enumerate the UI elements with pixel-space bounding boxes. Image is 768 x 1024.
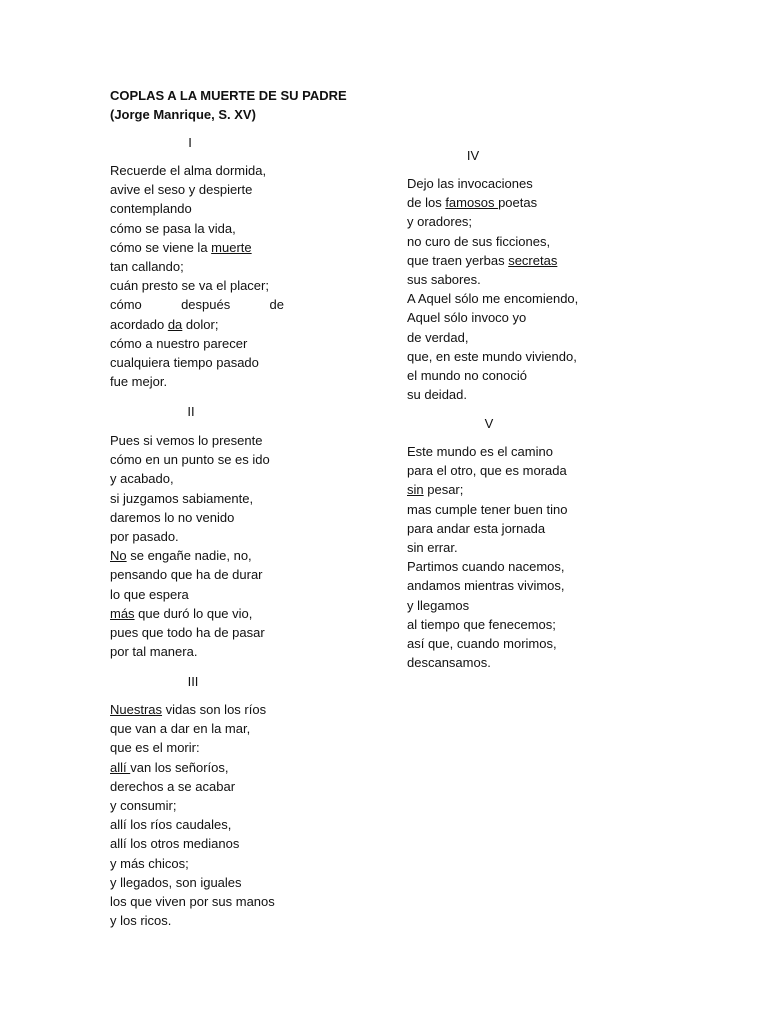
verse-line: Partimos cuando nacemos, <box>407 559 565 575</box>
verse-line: Pues si vemos lo presente <box>110 433 263 448</box>
stanza-number-3: III <box>187 674 199 689</box>
verse-line: avive el seso y despierte <box>110 182 253 198</box>
stanza-number-4: IV <box>466 148 480 163</box>
verse-line: y llegamos <box>407 597 470 613</box>
verse-line: y oradores; <box>407 214 473 230</box>
underlined-word: más <box>110 605 135 621</box>
verse-line <box>110 604 284 623</box>
verse-line: y llegados, son iguales <box>110 874 242 890</box>
verse-line: para el otro, que es morada <box>407 463 567 479</box>
verse-line: contemplando <box>110 201 192 217</box>
verse-line: allí los otros medianos <box>110 836 240 852</box>
verse-line <box>110 295 284 314</box>
verse-line: Recuerde el alma dormida, <box>110 163 267 178</box>
poem-title: COPLAS A LA MUERTE DE SU PADRE <box>110 88 347 103</box>
verse-segment: después <box>181 297 231 313</box>
verse-segment: que duró lo que vio, <box>134 605 253 621</box>
underlined-word: famosos <box>445 195 499 211</box>
stanza-2 <box>110 431 284 661</box>
verse-line: para andar esta jornada <box>407 520 546 536</box>
verse-segment: pesar; <box>423 482 464 498</box>
verse-line: mas cumple tener buen tino <box>407 501 568 517</box>
verse-line: que van a dar en la mar, <box>110 721 251 737</box>
verse-segment: cómo <box>110 297 142 313</box>
verse-line <box>110 546 284 565</box>
stanza-1 <box>110 161 284 391</box>
underlined-word: No <box>110 548 127 564</box>
verse-line <box>407 251 597 270</box>
verse-line: cómo a nuestro parecer <box>110 335 248 351</box>
stanza-5 <box>407 442 597 672</box>
verse-line: pues que todo ha de pasar <box>110 625 265 641</box>
verse-line: lo que espera <box>110 586 189 602</box>
underlined-word: muerte <box>211 239 252 255</box>
underlined-word: sin <box>407 482 424 498</box>
verse-line <box>110 758 284 777</box>
verse-segment: poetas <box>498 195 538 211</box>
verse-line: andamos mientras vivimos, <box>407 578 565 594</box>
underlined-word: da <box>167 316 183 332</box>
verse-line: y acabado, <box>110 471 174 487</box>
verse-line <box>407 193 597 212</box>
verse-line: los que viven por sus manos <box>110 894 275 910</box>
verse-line: pensando que ha de durar <box>110 567 263 583</box>
stanza-number-2: II <box>187 404 195 419</box>
stanza-number-1: I <box>188 135 192 150</box>
verse-line: y consumir; <box>110 798 177 814</box>
verse-segment: de <box>269 297 284 313</box>
stanza-number-5: V <box>484 416 494 431</box>
verse-line: daremos lo no venido <box>110 509 235 525</box>
verse-line: cómo se pasa la vida, <box>110 220 236 236</box>
verse-line: de verdad, <box>407 329 469 345</box>
verse-line: allí los ríos caudales, <box>110 817 232 833</box>
verse-segment: que traen yerbas <box>407 252 509 268</box>
verse-line: fue mejor. <box>110 374 168 390</box>
verse-segment: de los <box>407 195 446 211</box>
verse-line: A Aquel sólo me encomiendo, <box>407 291 579 307</box>
verse-line: su deidad. <box>407 387 467 403</box>
verse-line: sus sabores. <box>407 272 481 288</box>
document-heading <box>110 86 347 124</box>
verse-line: que, en este mundo viviendo, <box>407 348 577 364</box>
verse-line: por pasado. <box>110 529 179 545</box>
verse-line: si juzgamos sabiamente, <box>110 490 254 506</box>
verse-line <box>110 700 284 719</box>
verse-line: así que, cuando morimos, <box>407 636 557 652</box>
verse-line: y más chicos; <box>110 855 189 871</box>
poem-author: (Jorge Manrique, S. XV) <box>110 107 256 122</box>
verse-segment: dolor; <box>182 316 219 332</box>
verse-line <box>407 480 597 499</box>
verse-line: cuán presto se va el placer; <box>110 278 269 294</box>
verse-segment: cómo se viene la <box>110 239 212 255</box>
verse-segment: van los señoríos, <box>130 759 229 775</box>
verse-line: por tal manera. <box>110 644 198 660</box>
verse-line: derechos a se acabar <box>110 778 236 794</box>
stanza-3 <box>110 700 284 930</box>
underlined-word: secretas <box>508 252 558 268</box>
verse-line: Dejo las invocaciones <box>407 176 533 191</box>
verse-line <box>110 238 284 257</box>
verse-line: sin errar. <box>407 540 458 556</box>
verse-line: descansamos. <box>407 655 491 671</box>
stanza-4 <box>407 174 597 404</box>
verse-line: Este mundo es el camino <box>407 444 553 459</box>
verse-segment: acordado <box>110 316 168 332</box>
verse-line: y los ricos. <box>110 913 172 929</box>
verse-line: no curo de sus ficciones, <box>407 233 551 249</box>
verse-line: cualquiera tiempo pasado <box>110 355 259 371</box>
verse-segment: vidas son los ríos <box>162 702 267 717</box>
verse-line: al tiempo que fenecemos; <box>407 616 556 632</box>
verse-line: que es el morir: <box>110 740 200 756</box>
underlined-word: allí <box>110 759 131 775</box>
verse-line <box>110 315 284 334</box>
verse-segment: se engañe nadie, no, <box>126 548 252 564</box>
verse-line: cómo en un punto se es ido <box>110 452 270 468</box>
verse-line: tan callando; <box>110 259 184 275</box>
verse-line: el mundo no conoció <box>407 368 527 384</box>
verse-line: Aquel sólo invoco yo <box>407 310 527 326</box>
underlined-word: Nuestras <box>110 702 163 717</box>
